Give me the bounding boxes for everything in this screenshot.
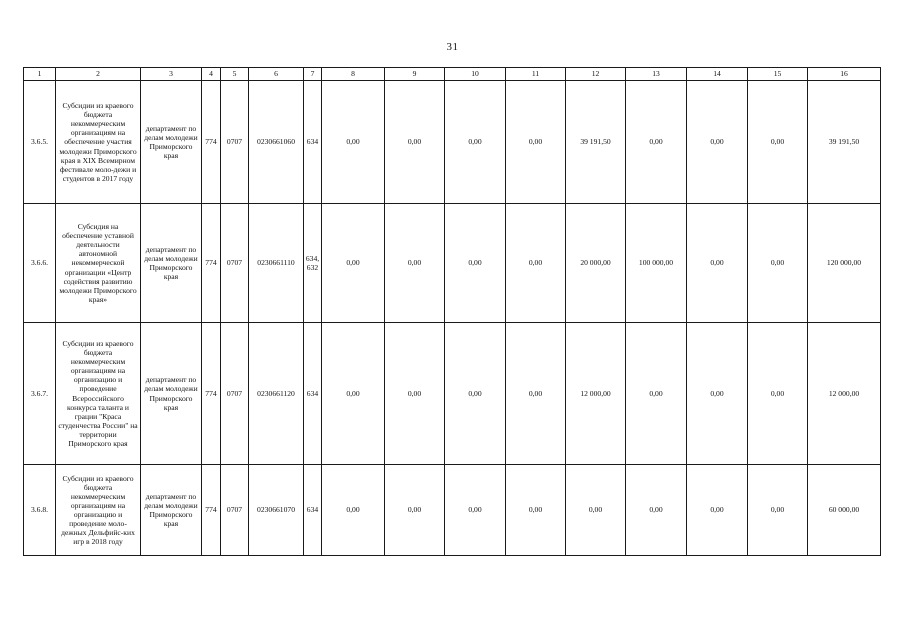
row-value-9: 0,00 — [385, 465, 445, 556]
row-value-12: 20 000,00 — [566, 204, 626, 323]
column-header: 6 — [249, 68, 304, 81]
row-value-12: 0,00 — [566, 465, 626, 556]
row-value-8: 0,00 — [322, 323, 385, 465]
row-value-15: 0,00 — [748, 465, 808, 556]
row-target-code: 0230661120 — [249, 323, 304, 465]
table-row — [24, 465, 881, 556]
column-header: 2 — [56, 68, 141, 81]
row-section-code: 0707 — [221, 323, 249, 465]
row-section-code: 0707 — [221, 81, 249, 204]
row-value-14: 0,00 — [687, 323, 748, 465]
row-grbs-code: 774 — [202, 323, 221, 465]
column-header: 1 — [24, 68, 56, 81]
row-value-13: 0,00 — [626, 465, 687, 556]
row-department: департамент по делам молодежи Приморского края — [141, 81, 202, 204]
row-value-9: 0,00 — [385, 323, 445, 465]
column-header: 16 — [808, 68, 881, 81]
row-value-14: 0,00 — [687, 465, 748, 556]
row-name: Субсидии из краевого бюджета некоммерческим организациям на организацию и проведение моло-дежных Дельфийс-ких игр в 2018 году — [56, 465, 141, 556]
row-value-10: 0,00 — [445, 204, 506, 323]
row-value-9: 0,00 — [385, 204, 445, 323]
column-header: 14 — [687, 68, 748, 81]
column-header: 4 — [202, 68, 221, 81]
row-value-9: 0,00 — [385, 81, 445, 204]
row-value-12: 12 000,00 — [566, 323, 626, 465]
column-header: 9 — [385, 68, 445, 81]
row-value-13: 0,00 — [626, 323, 687, 465]
row-value-12: 39 191,50 — [566, 81, 626, 204]
row-department: департамент по делам молодежи Приморского края — [141, 204, 202, 323]
table-row — [24, 81, 881, 204]
column-header: 15 — [748, 68, 808, 81]
row-value-8: 0,00 — [322, 465, 385, 556]
column-header: 10 — [445, 68, 506, 81]
budget-table — [23, 67, 881, 556]
column-header: 11 — [506, 68, 566, 81]
row-target-code: 0230661110 — [249, 204, 304, 323]
column-header: 5 — [221, 68, 249, 81]
row-value-11: 0,00 — [506, 81, 566, 204]
row-value-15: 0,00 — [748, 204, 808, 323]
row-value-10: 0,00 — [445, 465, 506, 556]
row-value-10: 0,00 — [445, 81, 506, 204]
row-expense-code: 634 — [304, 81, 322, 204]
row-value-13: 0,00 — [626, 81, 687, 204]
row-grbs-code: 774 — [202, 81, 221, 204]
row-expense-code: 634 — [304, 465, 322, 556]
row-value-total: 12 000,00 — [808, 323, 881, 465]
row-value-11: 0,00 — [506, 465, 566, 556]
table-row — [24, 204, 881, 323]
row-value-14: 0,00 — [687, 81, 748, 204]
row-department: департамент по делам молодежи Приморского края — [141, 323, 202, 465]
row-name: Субсидии из краевого бюджета некоммерческим организациям на организацию и проведение Всероссийского конкурса таланта и грации "Краса студенчества России" на территории Приморского края — [56, 323, 141, 465]
row-section-code: 0707 — [221, 465, 249, 556]
column-header: 3 — [141, 68, 202, 81]
row-value-15: 0,00 — [748, 323, 808, 465]
row-value-total: 120 000,00 — [808, 204, 881, 323]
row-number: 3.6.8. — [24, 465, 56, 556]
column-header: 7 — [304, 68, 322, 81]
row-department: департамент по делам молодежи Приморского края — [141, 465, 202, 556]
column-header: 13 — [626, 68, 687, 81]
row-value-14: 0,00 — [687, 204, 748, 323]
column-header: 8 — [322, 68, 385, 81]
row-value-8: 0,00 — [322, 204, 385, 323]
row-target-code: 0230661070 — [249, 465, 304, 556]
row-grbs-code: 774 — [202, 204, 221, 323]
row-name: Субсидия на обеспечение уставной деятельности автономной некоммерческой организации «Центр содействия развитию молодежи Приморского края» — [56, 204, 141, 323]
row-number: 3.6.6. — [24, 204, 56, 323]
row-value-11: 0,00 — [506, 323, 566, 465]
row-value-total: 39 191,50 — [808, 81, 881, 204]
row-value-13: 100 000,00 — [626, 204, 687, 323]
row-number: 3.6.5. — [24, 81, 56, 204]
column-header: 12 — [566, 68, 626, 81]
row-value-11: 0,00 — [506, 204, 566, 323]
row-grbs-code: 774 — [202, 465, 221, 556]
row-value-10: 0,00 — [445, 323, 506, 465]
row-value-8: 0,00 — [322, 81, 385, 204]
row-value-total: 60 000,00 — [808, 465, 881, 556]
header-row — [24, 68, 881, 81]
row-expense-code: 634 — [304, 323, 322, 465]
row-name: Субсидии из краевого бюджета некоммерческим организациям на обеспечение участия молодежи Приморского края в XIX Всемирном фестивале моло-дежи и студентов в 2017 году — [56, 81, 141, 204]
row-value-15: 0,00 — [748, 81, 808, 204]
table-row — [24, 323, 881, 465]
page-number: 31 — [446, 41, 459, 53]
row-target-code: 0230661060 — [249, 81, 304, 204]
row-number: 3.6.7. — [24, 323, 56, 465]
row-expense-code: 634, 632 — [304, 204, 322, 323]
row-section-code: 0707 — [221, 204, 249, 323]
